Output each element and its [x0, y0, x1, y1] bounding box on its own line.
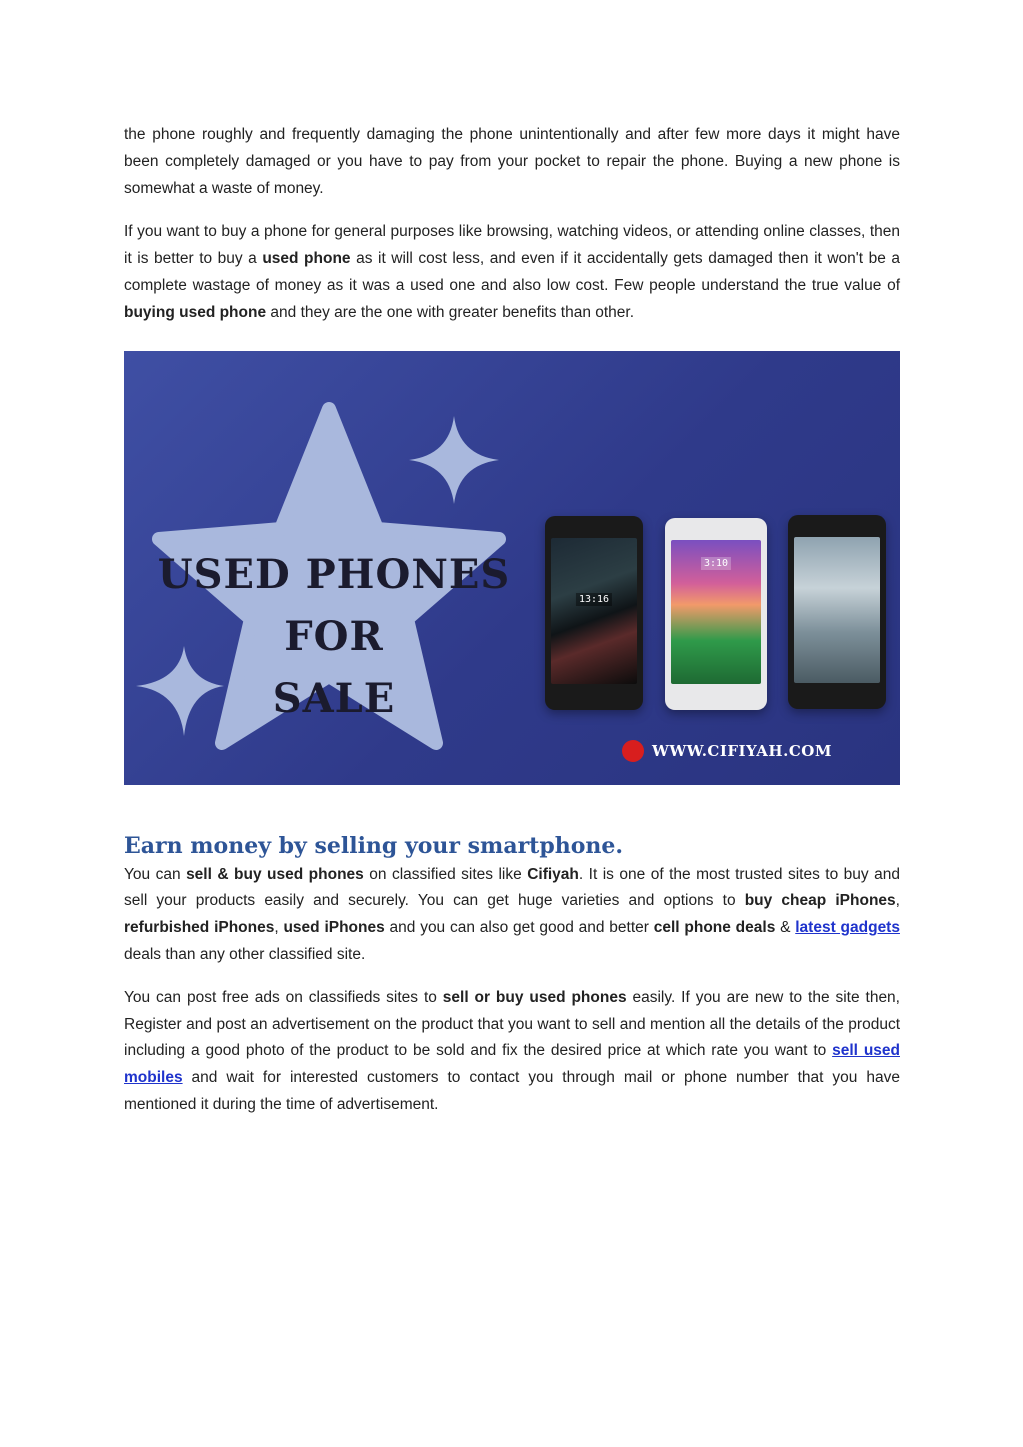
- text-run: on classified sites like: [363, 865, 528, 883]
- bold-used-phone: used phone: [262, 250, 351, 268]
- section-heading: Earn money by selling your smartphone.: [124, 832, 624, 859]
- bold-refurbished-iphones: refurbished iPhones: [124, 919, 275, 937]
- latest-gadgets-link[interactable]: latest gadgets: [795, 919, 900, 937]
- text-run: as it will cost less, and even if it accidentally gets damaged then it won't be a complete wastage of money as it was a used one and also low cost. Few people understand the true value of: [124, 250, 900, 294]
- paragraph-intro: [124, 122, 900, 202]
- text-run: ,: [274, 919, 284, 937]
- text-run: &: [775, 919, 796, 937]
- phone-screen: [794, 537, 880, 683]
- phone-image-2: [665, 518, 767, 710]
- text-run: ,: [895, 892, 900, 910]
- sparkle-icon: [409, 416, 499, 504]
- phone-clock: 3:10: [701, 557, 731, 570]
- paragraph-intro-text: the phone roughly and frequently damaging the phone unintentionally and after few more days it might have been completely damaged or you have to pay from your pocket to repair the phone. Buying a new phone is somewhat a waste of money.: [124, 126, 900, 197]
- text-run: If you want to buy a phone for general purposes like browsing, watching videos, or attending online classes, then it is better to buy a: [124, 223, 900, 268]
- bold-buy-cheap-iphones: buy cheap iPhones: [744, 892, 896, 910]
- text-run: and you can also get good and better: [384, 919, 654, 937]
- phone-image-1: [545, 516, 643, 710]
- banner-title-line3: SALE: [272, 674, 396, 722]
- phone-clock: 13:16: [576, 593, 612, 606]
- bold-used-iphones: used iPhones: [283, 919, 385, 937]
- paragraph-post-free-ads: [124, 985, 900, 1119]
- paragraph-classified-sites: [124, 862, 900, 969]
- sell-used-mobiles-link[interactable]: sell used mobiles: [124, 1042, 900, 1087]
- banner-title-line2: FOR: [284, 612, 384, 660]
- text-run: and wait for interested customers to contact you through mail or phone number that you have mentioned it during the time of advertisement.: [124, 1069, 900, 1113]
- bold-buying-used-phone: buying used phone: [124, 303, 267, 321]
- text-run: and they are the one with greater benefits than other.: [266, 303, 635, 321]
- bold-sell-or-buy-used-phones: sell or buy used phones: [442, 988, 627, 1006]
- banner-title-line1: USED PHONES: [157, 550, 511, 598]
- site-watermark: [622, 740, 832, 762]
- phone-screen: [551, 538, 637, 684]
- paragraph-used-phone-benefits: [124, 219, 900, 326]
- text-run: You can: [124, 865, 187, 883]
- bold-sell-buy-used-phones: sell & buy used phones: [186, 865, 364, 883]
- site-url-text: WWW.CIFIYAH.COM: [652, 741, 832, 760]
- page-content: [124, 122, 900, 1119]
- text-run: easily. If you are new to the site then, Register and post an advertisement on the product that you want to sell and mention all the details of the product including a good photo of the product to be sold and fix the desired price at which rate you want to: [124, 988, 900, 1060]
- text-run: deals than any other classified site.: [124, 945, 366, 963]
- text-run: You can post free ads on classifieds sites to: [124, 988, 443, 1006]
- phone-screen: [671, 540, 761, 684]
- used-phones-banner-image: [124, 351, 900, 785]
- text-run: . It is one of the most trusted sites to buy and sell your products easily and securely. You can get huge varieties and options to: [124, 865, 900, 910]
- banner-title: [154, 544, 514, 730]
- bold-cell-phone-deals: cell phone deals: [653, 919, 776, 937]
- bold-cifiyah: Cifiyah: [527, 865, 579, 883]
- phone-image-3: [788, 515, 886, 709]
- cifiyah-logo-icon: [622, 740, 644, 762]
